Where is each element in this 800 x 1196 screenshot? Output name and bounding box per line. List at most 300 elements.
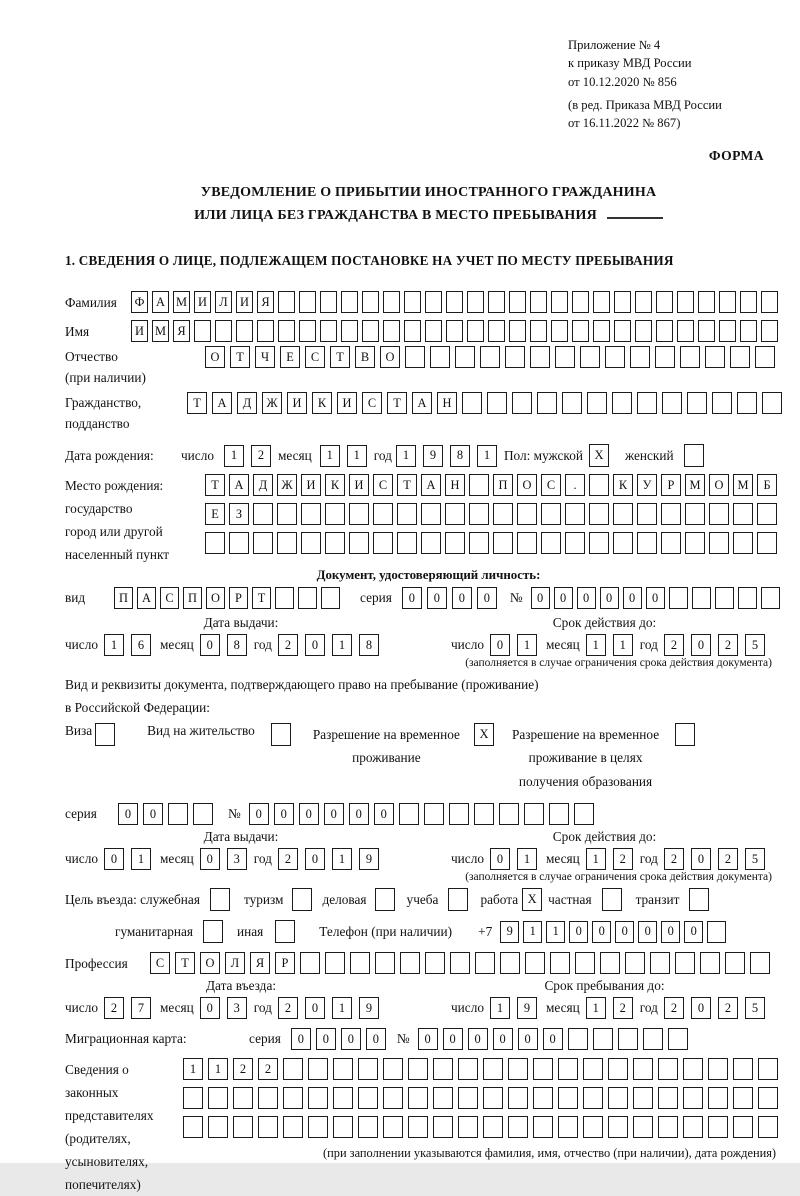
- form-cell[interactable]: [194, 320, 211, 342]
- form-cell[interactable]: Т: [252, 587, 271, 609]
- form-cell[interactable]: [333, 1087, 353, 1109]
- form-cell[interactable]: [350, 952, 370, 974]
- form-cell[interactable]: 0: [249, 803, 269, 825]
- form-cell[interactable]: [445, 532, 465, 554]
- form-cell[interactable]: [572, 291, 589, 313]
- form-cell[interactable]: П: [493, 474, 513, 496]
- purpose-other-checkbox[interactable]: [275, 920, 295, 943]
- form-cell[interactable]: [283, 1116, 303, 1138]
- form-cell[interactable]: [487, 392, 507, 414]
- form-cell[interactable]: 1: [396, 445, 416, 467]
- form-cell[interactable]: 2: [664, 997, 684, 1019]
- form-cell[interactable]: [562, 392, 582, 414]
- form-cell[interactable]: [325, 503, 345, 525]
- purpose-humanitarian-checkbox[interactable]: [203, 920, 223, 943]
- form-cell[interactable]: [525, 952, 545, 974]
- form-cell[interactable]: 5: [745, 634, 765, 656]
- form-cell[interactable]: [712, 392, 732, 414]
- form-cell[interactable]: 2: [718, 634, 738, 656]
- form-cell[interactable]: 0: [118, 803, 138, 825]
- form-cell[interactable]: [633, 1058, 653, 1080]
- form-cell[interactable]: 1: [332, 634, 352, 656]
- form-cell[interactable]: Е: [205, 503, 225, 525]
- form-cell[interactable]: [656, 291, 673, 313]
- form-cell[interactable]: [493, 503, 513, 525]
- form-cell[interactable]: [593, 291, 610, 313]
- form-cell[interactable]: [608, 1058, 628, 1080]
- form-cell[interactable]: [183, 1087, 203, 1109]
- form-cell[interactable]: [258, 1087, 278, 1109]
- form-cell[interactable]: [614, 291, 631, 313]
- temp-permit-checkbox[interactable]: X: [474, 723, 494, 746]
- form-cell[interactable]: [692, 587, 711, 609]
- form-cell[interactable]: [738, 587, 757, 609]
- form-cell[interactable]: [205, 532, 225, 554]
- form-cell[interactable]: [583, 1116, 603, 1138]
- form-cell[interactable]: 0: [490, 634, 510, 656]
- form-cell[interactable]: [301, 503, 321, 525]
- form-cell[interactable]: [208, 1087, 228, 1109]
- form-cell[interactable]: [483, 1058, 503, 1080]
- form-cell[interactable]: О: [380, 346, 400, 368]
- form-cell[interactable]: [761, 587, 780, 609]
- form-cell[interactable]: [358, 1087, 378, 1109]
- form-cell[interactable]: Н: [437, 392, 457, 414]
- form-cell[interactable]: С: [305, 346, 325, 368]
- form-cell[interactable]: [698, 320, 715, 342]
- purpose-official-checkbox[interactable]: [210, 888, 230, 911]
- form-cell[interactable]: [341, 291, 358, 313]
- form-cell[interactable]: С: [373, 474, 393, 496]
- form-cell[interactable]: Д: [237, 392, 257, 414]
- form-cell[interactable]: [709, 532, 729, 554]
- form-cell[interactable]: [733, 1087, 753, 1109]
- form-cell[interactable]: 1: [477, 445, 497, 467]
- form-cell[interactable]: [551, 320, 568, 342]
- form-cell[interactable]: [325, 952, 345, 974]
- form-cell[interactable]: [509, 291, 526, 313]
- form-cell[interactable]: 0: [291, 1028, 311, 1050]
- form-cell[interactable]: [630, 346, 650, 368]
- form-cell[interactable]: 8: [227, 634, 247, 656]
- form-cell[interactable]: М: [733, 474, 753, 496]
- form-cell[interactable]: [568, 1028, 588, 1050]
- form-cell[interactable]: Р: [661, 474, 681, 496]
- form-cell[interactable]: 0: [200, 634, 220, 656]
- form-cell[interactable]: [233, 1116, 253, 1138]
- form-cell[interactable]: А: [212, 392, 232, 414]
- form-cell[interactable]: 1: [523, 921, 542, 943]
- form-cell[interactable]: [257, 320, 274, 342]
- form-cell[interactable]: [757, 532, 777, 554]
- form-cell[interactable]: [656, 320, 673, 342]
- form-cell[interactable]: [551, 291, 568, 313]
- form-cell[interactable]: 0: [684, 921, 703, 943]
- form-cell[interactable]: [549, 803, 569, 825]
- form-cell[interactable]: [362, 291, 379, 313]
- form-cell[interactable]: У: [637, 474, 657, 496]
- form-cell[interactable]: [508, 1087, 528, 1109]
- form-cell[interactable]: А: [152, 291, 169, 313]
- form-cell[interactable]: [683, 1116, 703, 1138]
- form-cell[interactable]: Д: [253, 474, 273, 496]
- form-cell[interactable]: .: [565, 474, 585, 496]
- form-cell[interactable]: 0: [104, 848, 124, 870]
- form-cell[interactable]: 1: [332, 997, 352, 1019]
- form-cell[interactable]: С: [150, 952, 170, 974]
- form-cell[interactable]: А: [421, 474, 441, 496]
- form-cell[interactable]: 0: [623, 587, 642, 609]
- form-cell[interactable]: [575, 952, 595, 974]
- form-cell[interactable]: И: [194, 291, 211, 313]
- form-cell[interactable]: [558, 1058, 578, 1080]
- form-cell[interactable]: 5: [745, 848, 765, 870]
- form-cell[interactable]: 2: [251, 445, 271, 467]
- form-cell[interactable]: [253, 503, 273, 525]
- form-cell[interactable]: [733, 532, 753, 554]
- form-cell[interactable]: [740, 291, 757, 313]
- form-cell[interactable]: [661, 503, 681, 525]
- form-cell[interactable]: Ч: [255, 346, 275, 368]
- form-cell[interactable]: И: [131, 320, 148, 342]
- form-cell[interactable]: [508, 1058, 528, 1080]
- form-cell[interactable]: [425, 291, 442, 313]
- form-cell[interactable]: [300, 952, 320, 974]
- form-cell[interactable]: [593, 1028, 613, 1050]
- form-cell[interactable]: [320, 291, 337, 313]
- form-cell[interactable]: 0: [143, 803, 163, 825]
- form-cell[interactable]: [397, 532, 417, 554]
- form-cell[interactable]: 0: [691, 848, 711, 870]
- form-cell[interactable]: [709, 503, 729, 525]
- form-cell[interactable]: 0: [468, 1028, 488, 1050]
- form-cell[interactable]: [508, 1116, 528, 1138]
- form-cell[interactable]: [593, 320, 610, 342]
- form-cell[interactable]: [421, 503, 441, 525]
- form-cell[interactable]: [362, 320, 379, 342]
- form-cell[interactable]: [408, 1087, 428, 1109]
- form-cell[interactable]: [635, 291, 652, 313]
- form-cell[interactable]: 0: [349, 803, 369, 825]
- form-cell[interactable]: [283, 1058, 303, 1080]
- form-cell[interactable]: 0: [402, 587, 422, 609]
- form-cell[interactable]: [700, 952, 720, 974]
- form-cell[interactable]: 0: [305, 848, 325, 870]
- form-cell[interactable]: [215, 320, 232, 342]
- form-cell[interactable]: 1: [613, 634, 633, 656]
- form-cell[interactable]: [349, 503, 369, 525]
- form-cell[interactable]: Т: [397, 474, 417, 496]
- form-cell[interactable]: [397, 503, 417, 525]
- form-cell[interactable]: [208, 1116, 228, 1138]
- form-cell[interactable]: [458, 1116, 478, 1138]
- form-cell[interactable]: [750, 952, 770, 974]
- form-cell[interactable]: [715, 587, 734, 609]
- form-cell[interactable]: [299, 320, 316, 342]
- form-cell[interactable]: [253, 532, 273, 554]
- form-cell[interactable]: [277, 503, 297, 525]
- form-cell[interactable]: 2: [718, 848, 738, 870]
- form-cell[interactable]: [730, 346, 750, 368]
- form-cell[interactable]: [625, 952, 645, 974]
- form-cell[interactable]: [589, 474, 609, 496]
- form-cell[interactable]: [733, 1058, 753, 1080]
- form-cell[interactable]: [612, 392, 632, 414]
- sex-female-checkbox[interactable]: [684, 444, 704, 467]
- form-cell[interactable]: [375, 952, 395, 974]
- form-cell[interactable]: Б: [757, 474, 777, 496]
- form-cell[interactable]: 1: [320, 445, 340, 467]
- form-cell[interactable]: [589, 532, 609, 554]
- form-cell[interactable]: 0: [518, 1028, 538, 1050]
- form-cell[interactable]: [275, 587, 294, 609]
- form-cell[interactable]: [658, 1087, 678, 1109]
- form-cell[interactable]: 0: [305, 997, 325, 1019]
- form-cell[interactable]: [761, 291, 778, 313]
- form-cell[interactable]: [233, 1087, 253, 1109]
- form-cell[interactable]: Л: [225, 952, 245, 974]
- form-cell[interactable]: [183, 1116, 203, 1138]
- form-cell[interactable]: [341, 320, 358, 342]
- form-cell[interactable]: Р: [275, 952, 295, 974]
- form-cell[interactable]: [493, 532, 513, 554]
- form-cell[interactable]: [499, 803, 519, 825]
- form-cell[interactable]: [618, 1028, 638, 1050]
- form-cell[interactable]: 0: [341, 1028, 361, 1050]
- form-cell[interactable]: [530, 320, 547, 342]
- form-cell[interactable]: [740, 320, 757, 342]
- form-cell[interactable]: [733, 1116, 753, 1138]
- form-cell[interactable]: [408, 1058, 428, 1080]
- form-cell[interactable]: [524, 803, 544, 825]
- form-cell[interactable]: 0: [305, 634, 325, 656]
- purpose-business-checkbox[interactable]: [375, 888, 395, 911]
- form-cell[interactable]: [669, 587, 688, 609]
- form-cell[interactable]: [467, 291, 484, 313]
- form-cell[interactable]: 3: [227, 848, 247, 870]
- form-cell[interactable]: А: [412, 392, 432, 414]
- form-cell[interactable]: [488, 320, 505, 342]
- form-cell[interactable]: 7: [131, 997, 151, 1019]
- form-cell[interactable]: 1: [104, 634, 124, 656]
- form-cell[interactable]: Т: [387, 392, 407, 414]
- form-cell[interactable]: 8: [450, 445, 470, 467]
- form-cell[interactable]: 9: [500, 921, 519, 943]
- form-cell[interactable]: 0: [324, 803, 344, 825]
- form-cell[interactable]: [583, 1087, 603, 1109]
- form-cell[interactable]: 1: [517, 634, 537, 656]
- form-cell[interactable]: Т: [187, 392, 207, 414]
- form-cell[interactable]: [467, 320, 484, 342]
- form-cell[interactable]: [278, 291, 295, 313]
- form-cell[interactable]: [425, 320, 442, 342]
- form-cell[interactable]: Ж: [262, 392, 282, 414]
- form-cell[interactable]: И: [236, 291, 253, 313]
- form-cell[interactable]: [708, 1087, 728, 1109]
- purpose-private-checkbox[interactable]: [602, 888, 622, 911]
- form-cell[interactable]: С: [160, 587, 179, 609]
- form-cell[interactable]: [433, 1116, 453, 1138]
- form-cell[interactable]: [517, 532, 537, 554]
- form-cell[interactable]: 1: [586, 848, 606, 870]
- form-cell[interactable]: [474, 803, 494, 825]
- form-cell[interactable]: [308, 1058, 328, 1080]
- form-cell[interactable]: [589, 503, 609, 525]
- form-cell[interactable]: [358, 1116, 378, 1138]
- form-cell[interactable]: С: [541, 474, 561, 496]
- form-cell[interactable]: [733, 503, 753, 525]
- form-cell[interactable]: 0: [477, 587, 497, 609]
- form-cell[interactable]: М: [152, 320, 169, 342]
- form-cell[interactable]: 0: [615, 921, 634, 943]
- form-cell[interactable]: П: [183, 587, 202, 609]
- form-cell[interactable]: 0: [646, 587, 665, 609]
- form-cell[interactable]: Я: [257, 291, 274, 313]
- form-cell[interactable]: [708, 1116, 728, 1138]
- purpose-study-checkbox[interactable]: [448, 888, 468, 911]
- form-cell[interactable]: [517, 503, 537, 525]
- form-cell[interactable]: О: [205, 346, 225, 368]
- form-cell[interactable]: [488, 291, 505, 313]
- form-cell[interactable]: [458, 1087, 478, 1109]
- form-cell[interactable]: 6: [131, 634, 151, 656]
- form-cell[interactable]: [537, 392, 557, 414]
- form-cell[interactable]: [662, 392, 682, 414]
- form-cell[interactable]: [558, 1116, 578, 1138]
- form-cell[interactable]: [572, 320, 589, 342]
- form-cell[interactable]: И: [301, 474, 321, 496]
- form-cell[interactable]: [637, 532, 657, 554]
- form-cell[interactable]: [358, 1058, 378, 1080]
- form-cell[interactable]: [229, 532, 249, 554]
- form-cell[interactable]: [408, 1116, 428, 1138]
- form-cell[interactable]: [655, 346, 675, 368]
- form-cell[interactable]: [349, 532, 369, 554]
- form-cell[interactable]: К: [312, 392, 332, 414]
- form-cell[interactable]: 0: [661, 921, 680, 943]
- form-cell[interactable]: 0: [569, 921, 588, 943]
- form-cell[interactable]: [635, 320, 652, 342]
- form-cell[interactable]: [168, 803, 188, 825]
- edu-permit-checkbox[interactable]: [675, 723, 695, 746]
- form-cell[interactable]: [383, 1058, 403, 1080]
- form-cell[interactable]: [299, 291, 316, 313]
- form-cell[interactable]: 1: [347, 445, 367, 467]
- form-cell[interactable]: 3: [227, 997, 247, 1019]
- form-cell[interactable]: [658, 1116, 678, 1138]
- form-cell[interactable]: [705, 346, 725, 368]
- form-cell[interactable]: [333, 1058, 353, 1080]
- form-cell[interactable]: [614, 320, 631, 342]
- form-cell[interactable]: 1: [517, 848, 537, 870]
- form-cell[interactable]: [430, 346, 450, 368]
- purpose-work-checkbox[interactable]: X: [522, 888, 542, 911]
- form-cell[interactable]: 2: [613, 997, 633, 1019]
- form-cell[interactable]: 0: [493, 1028, 513, 1050]
- form-cell[interactable]: [550, 952, 570, 974]
- form-cell[interactable]: 0: [531, 587, 550, 609]
- form-cell[interactable]: [605, 346, 625, 368]
- form-cell[interactable]: [469, 503, 489, 525]
- form-cell[interactable]: [677, 291, 694, 313]
- form-cell[interactable]: [433, 1087, 453, 1109]
- form-cell[interactable]: [719, 320, 736, 342]
- form-cell[interactable]: [565, 532, 585, 554]
- form-cell[interactable]: М: [685, 474, 705, 496]
- form-cell[interactable]: [758, 1058, 778, 1080]
- form-cell[interactable]: 1: [490, 997, 510, 1019]
- form-cell[interactable]: [445, 503, 465, 525]
- form-cell[interactable]: П: [114, 587, 133, 609]
- form-cell[interactable]: 0: [200, 997, 220, 1019]
- form-cell[interactable]: 0: [600, 587, 619, 609]
- form-cell[interactable]: [530, 291, 547, 313]
- form-cell[interactable]: [683, 1087, 703, 1109]
- form-cell[interactable]: 0: [427, 587, 447, 609]
- form-cell[interactable]: 0: [554, 587, 573, 609]
- form-cell[interactable]: [321, 587, 340, 609]
- form-cell[interactable]: [580, 346, 600, 368]
- purpose-tourism-checkbox[interactable]: [292, 888, 312, 911]
- form-cell[interactable]: Т: [230, 346, 250, 368]
- form-cell[interactable]: [613, 503, 633, 525]
- form-cell[interactable]: [600, 952, 620, 974]
- form-cell[interactable]: Ф: [131, 291, 148, 313]
- form-cell[interactable]: Ж: [277, 474, 297, 496]
- form-cell[interactable]: 2: [278, 997, 298, 1019]
- form-cell[interactable]: [450, 952, 470, 974]
- form-cell[interactable]: [298, 587, 317, 609]
- form-cell[interactable]: [405, 346, 425, 368]
- form-cell[interactable]: Т: [205, 474, 225, 496]
- form-cell[interactable]: 1: [224, 445, 244, 467]
- form-cell[interactable]: [404, 291, 421, 313]
- form-cell[interactable]: 2: [718, 997, 738, 1019]
- form-cell[interactable]: [483, 1087, 503, 1109]
- form-cell[interactable]: [455, 346, 475, 368]
- form-cell[interactable]: В: [355, 346, 375, 368]
- form-cell[interactable]: 2: [278, 634, 298, 656]
- form-cell[interactable]: [421, 532, 441, 554]
- form-cell[interactable]: [661, 532, 681, 554]
- form-cell[interactable]: [677, 320, 694, 342]
- form-cell[interactable]: [399, 803, 419, 825]
- form-cell[interactable]: [613, 532, 633, 554]
- form-cell[interactable]: [533, 1058, 553, 1080]
- form-cell[interactable]: [755, 346, 775, 368]
- form-cell[interactable]: 0: [577, 587, 596, 609]
- form-cell[interactable]: [643, 1028, 663, 1050]
- form-cell[interactable]: [236, 320, 253, 342]
- form-cell[interactable]: 0: [200, 848, 220, 870]
- form-cell[interactable]: [608, 1116, 628, 1138]
- visa-checkbox[interactable]: [95, 723, 115, 746]
- form-cell[interactable]: [483, 1116, 503, 1138]
- form-cell[interactable]: [383, 320, 400, 342]
- form-cell[interactable]: 0: [638, 921, 657, 943]
- form-cell[interactable]: [193, 803, 213, 825]
- form-cell[interactable]: [633, 1116, 653, 1138]
- form-cell[interactable]: [475, 952, 495, 974]
- form-cell[interactable]: [320, 320, 337, 342]
- form-cell[interactable]: 1: [546, 921, 565, 943]
- form-cell[interactable]: 0: [592, 921, 611, 943]
- form-cell[interactable]: [658, 1058, 678, 1080]
- form-cell[interactable]: 0: [316, 1028, 336, 1050]
- form-cell[interactable]: О: [517, 474, 537, 496]
- form-cell[interactable]: [333, 1116, 353, 1138]
- form-cell[interactable]: [761, 320, 778, 342]
